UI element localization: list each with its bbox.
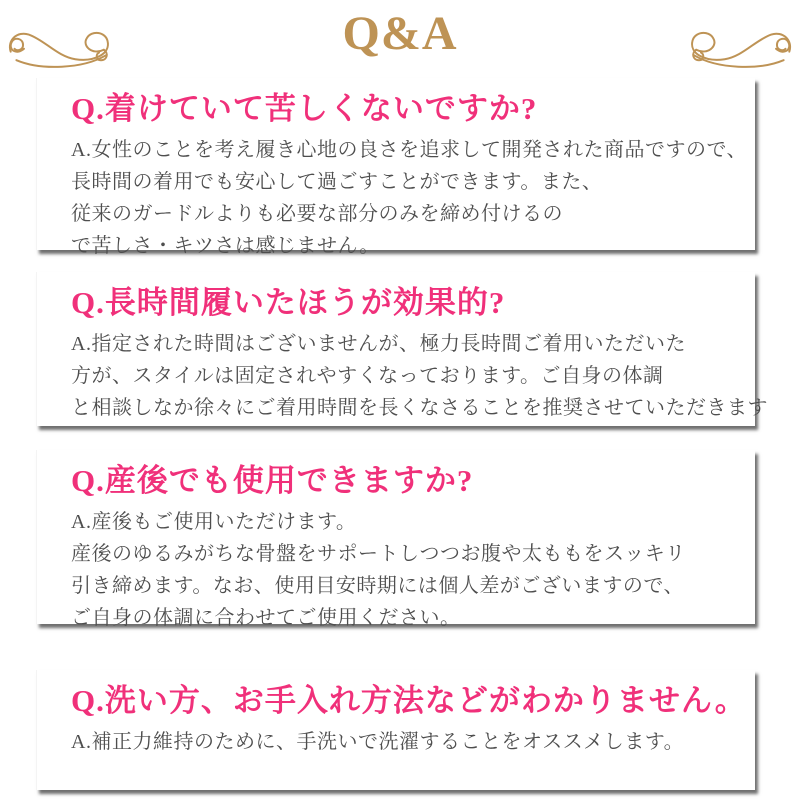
answer-line: と相談しなか徐々にご着用時間を長くなさることを推奨させていただきます	[71, 397, 768, 419]
answer-line: A.女性のことを考え履き心地の良さを追求して開発された商品ですので、	[71, 139, 748, 161]
answer-block	[71, 134, 748, 262]
answer-line: ご自身の体調に合わせてご使用ください。	[71, 607, 461, 629]
answer-line: A.指定された時間はございませんが、極力長時間ご着用いただいた	[71, 333, 686, 355]
page-title: Q&A	[342, 7, 458, 60]
answer-line: A.産後もご使用いただけます。	[71, 511, 357, 533]
qa-card-washing-care	[36, 670, 755, 790]
question-text: Q.長時間履いたほうが効果的?	[71, 285, 506, 320]
qa-card-postpartum-use	[36, 450, 755, 629]
answer-line: 方が、スタイルは固定されやすくなっております。ご自身の体調	[71, 365, 664, 387]
answer-line: A.補正力維持のために、手洗いで洗濯することをオススメします。	[71, 731, 685, 753]
question-text: Q.産後でも使用できますか?	[71, 463, 474, 498]
qa-card-wearing-duration	[36, 272, 768, 426]
answer-line: 産後のゆるみがちな骨盤をサポートしつつお腹や太ももをスッキリ	[71, 543, 686, 565]
answer-block	[71, 328, 768, 424]
answer-block	[71, 506, 729, 634]
answer-line: で苦しさ・キツさは感じません。	[71, 235, 380, 257]
question-text: Q.着けていて苦しくないですか?	[71, 91, 538, 126]
answer-line: 従来のガードルよりも必要な部分のみを締め付けるの	[71, 203, 563, 225]
flourish-right-icon	[681, 20, 795, 70]
answer-block	[71, 726, 729, 758]
question-text: Q.洗い方、お手入れ方法などがわかりません。	[71, 683, 747, 718]
answer-line: 長時間の着用でも安心して過ごすことができます。また、	[71, 171, 603, 193]
answer-line: 引き締めます。なお、使用目安時期には個人差がございますので、	[71, 575, 684, 597]
qa-card-wearing-comfort	[36, 78, 755, 257]
